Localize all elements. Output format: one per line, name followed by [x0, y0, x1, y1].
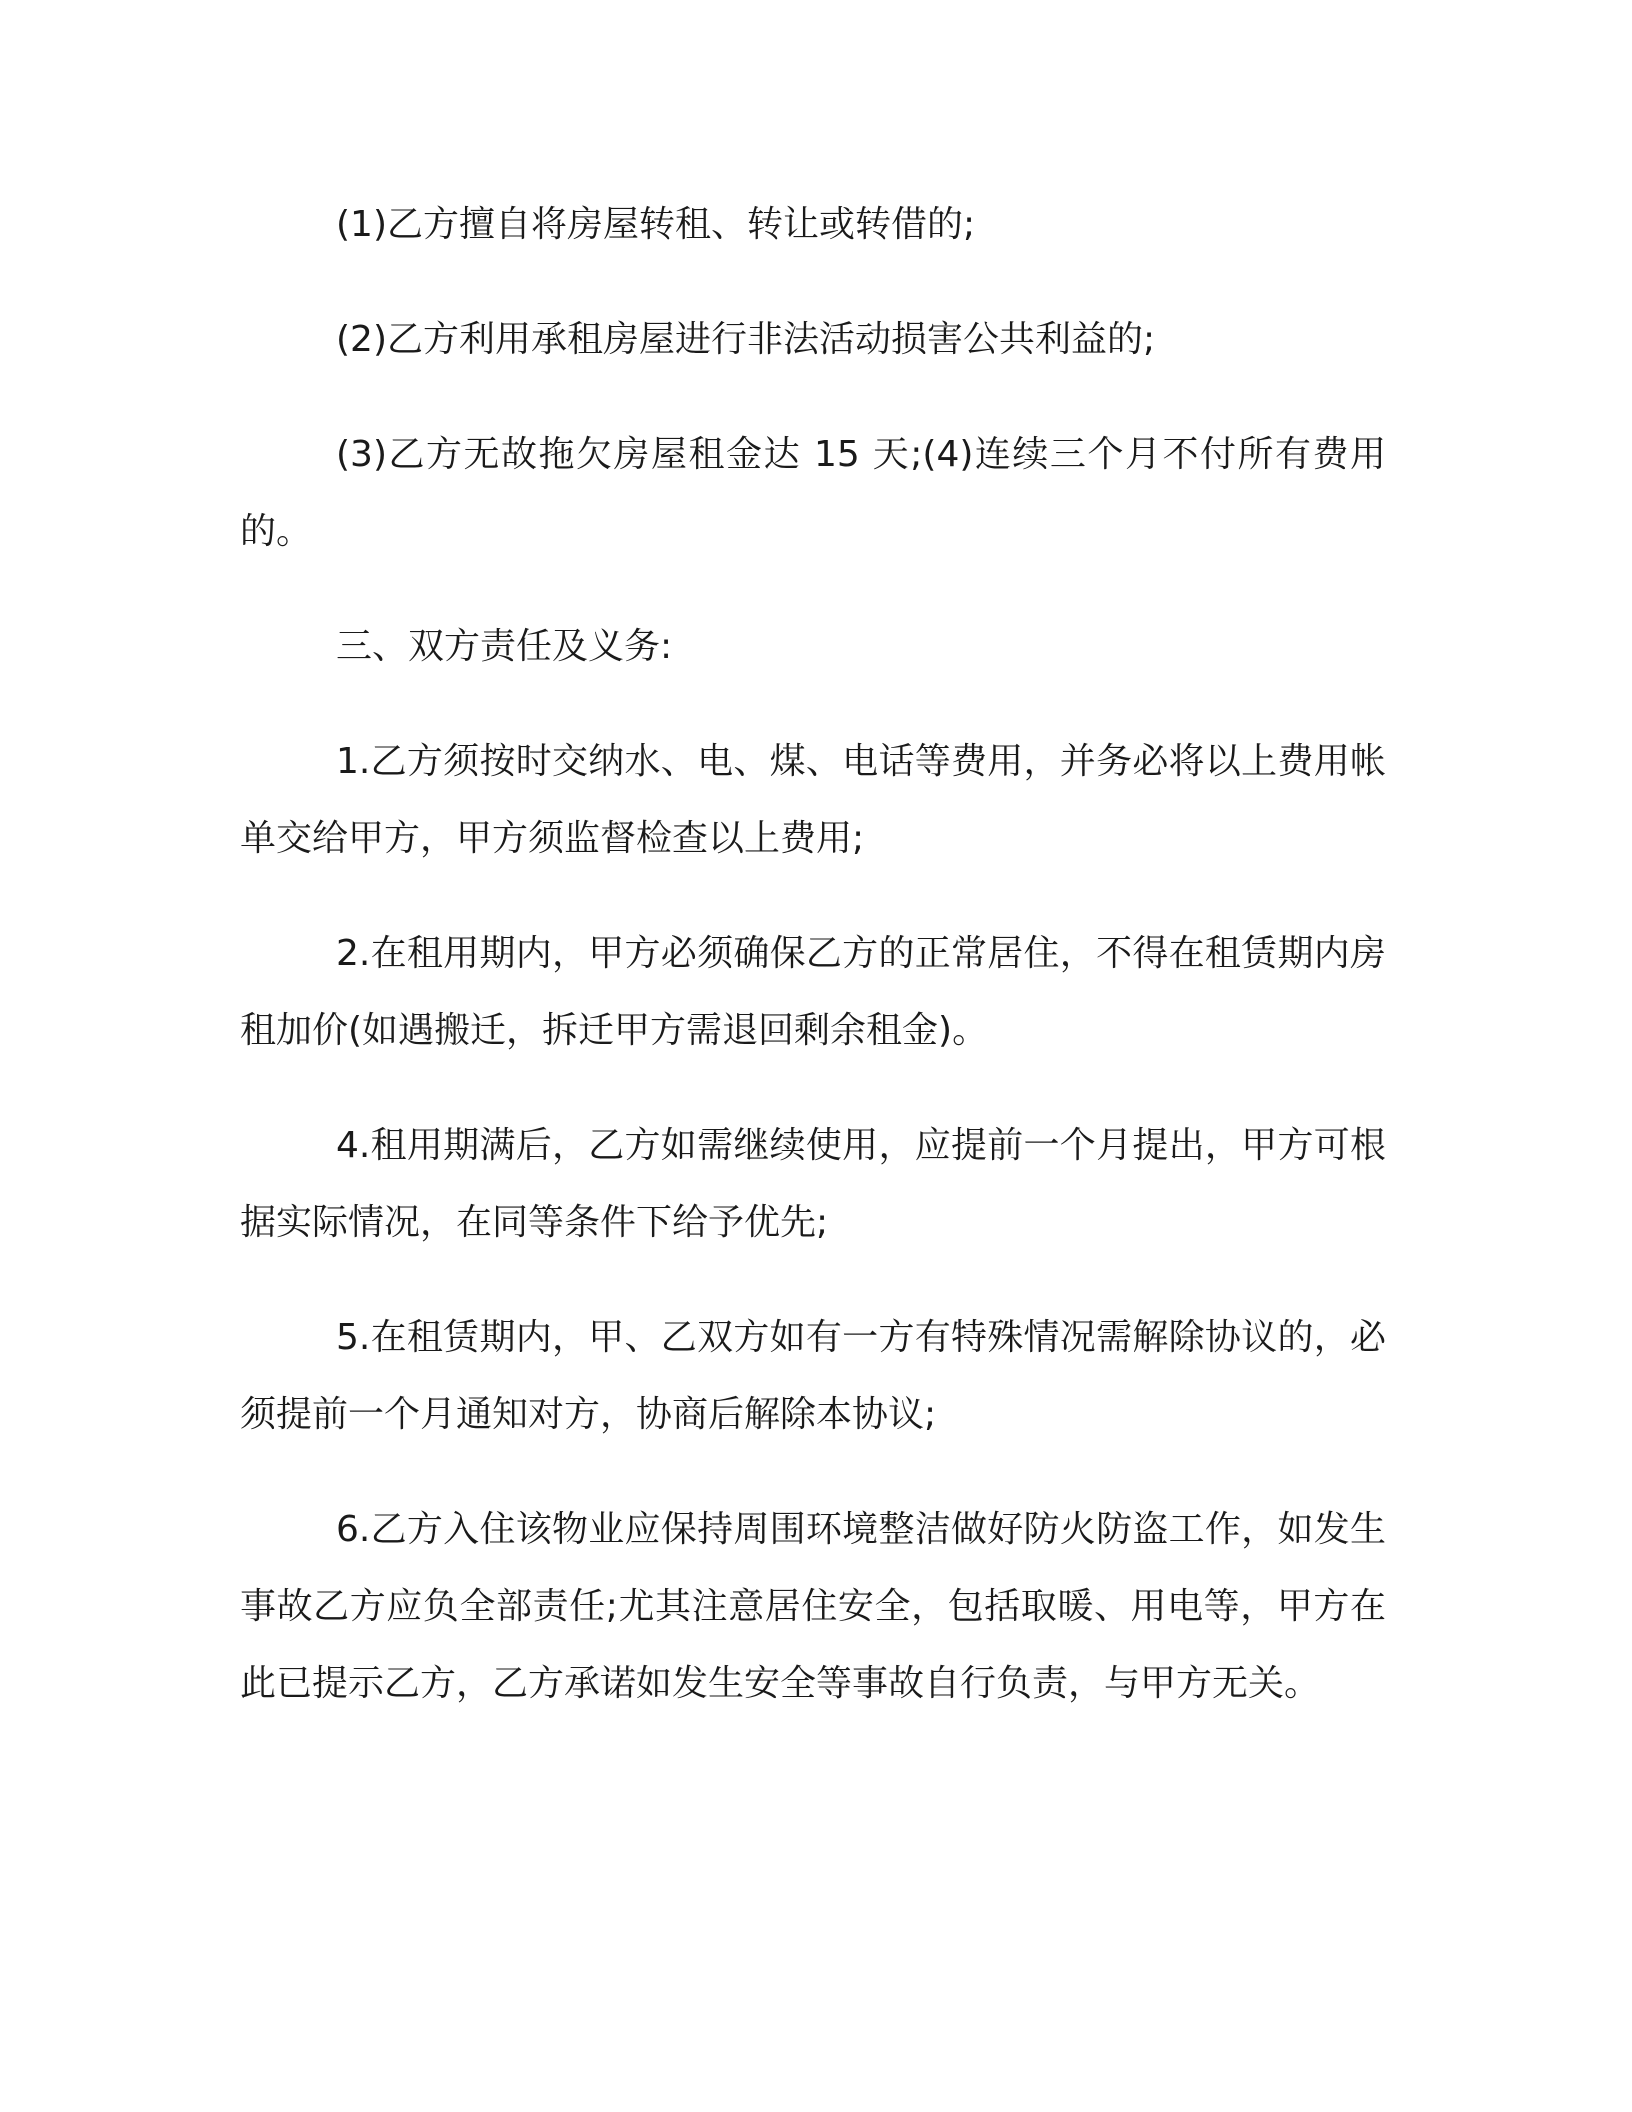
section-heading-responsibilities: 三、双方责任及义务:	[336, 626, 673, 667]
clause-1-sublet: (1)乙方擅自将房屋转租、转让或转借的;	[336, 204, 976, 245]
duty-6-safety: 6.乙方入住该物业应保持周围环境整洁做好防火防盗工作，如发生事故乙方应负全部责任;尤其注意居住安全，包括取暖、用电等，甲方在此已提示乙方，乙方承诺如发生安全等事故自行负责，与甲方无关。	[240, 1509, 1386, 1704]
document-page	[240, 186, 1386, 1722]
duty-1-utility-fees: 1.乙方须按时交纳水、电、煤、电话等费用，并务必将以上费用帐单交给甲方，甲方须监督检查以上费用;	[240, 741, 1386, 859]
duty-5-termination: 5.在租赁期内，甲、乙双方如有一方有特殊情况需解除协议的，必须提前一个月通知对方，协商后解除本协议;	[240, 1317, 1386, 1435]
duty-2-normal-residence: 2.在租用期内，甲方必须确保乙方的正常居住，不得在租赁期内房租加价(如遇搬迁，拆迁甲方需退回剩余租金)。	[240, 933, 1386, 1051]
duty-4-renewal: 4.租用期满后，乙方如需继续使用，应提前一个月提出，甲方可根据实际情况，在同等条件下给予优先;	[240, 1125, 1386, 1243]
clause-3-4-rent-arrears: (3)乙方无故拖欠房屋租金达 15 天;(4)连续三个月不付所有费用的。	[240, 434, 1386, 552]
clause-2-illegal-use: (2)乙方利用承租房屋进行非法活动损害公共利益的;	[336, 319, 1156, 360]
